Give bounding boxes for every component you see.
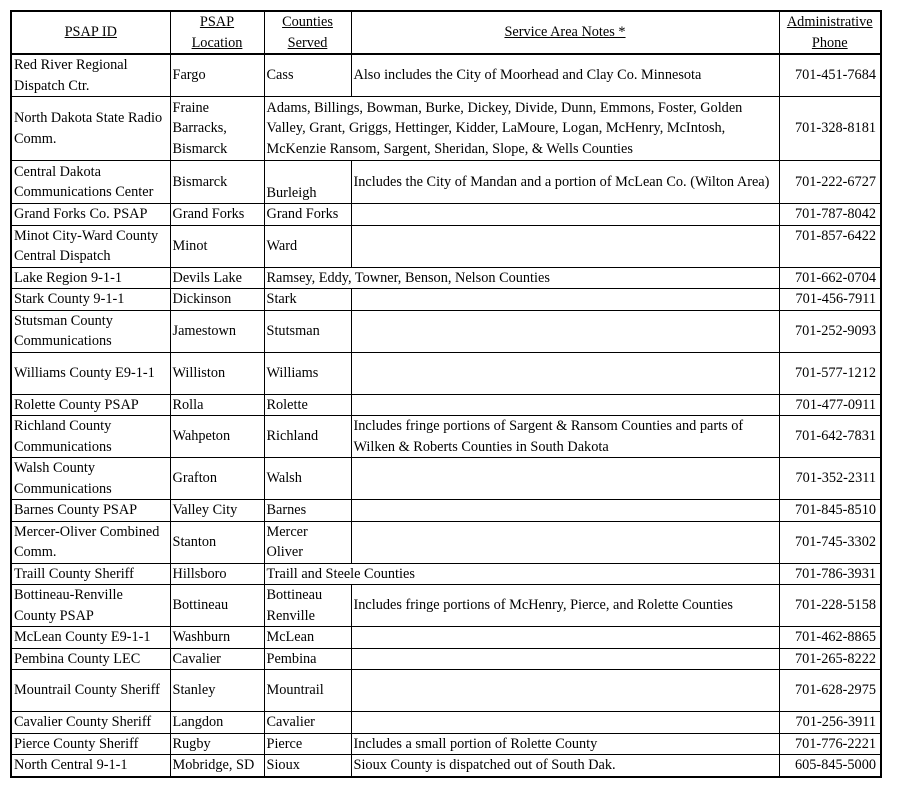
cell-psap-id: Stutsman County Communications <box>11 310 170 352</box>
table-row <box>11 204 881 226</box>
cell-counties: Pembina <box>264 648 351 670</box>
cell-location: Devils Lake <box>170 267 264 289</box>
cell-counties: Stutsman <box>264 310 351 352</box>
cell-location: Williston <box>170 352 264 394</box>
cell-phone: 701-477-0911 <box>779 394 881 416</box>
cell-psap-id: Barnes County PSAP <box>11 500 170 522</box>
cell-psap-id: Red River Regional Dispatch Ctr. <box>11 54 170 97</box>
header-psap-location: PSAP Location <box>170 11 264 54</box>
cell-counties: Bottineau Renville <box>264 585 351 627</box>
table-row <box>11 458 881 500</box>
table-row <box>11 521 881 563</box>
cell-psap-id: Mountrail County Sheriff <box>11 670 170 712</box>
header-service-area-notes: Service Area Notes * <box>351 11 779 54</box>
cell-notes <box>351 627 779 649</box>
cell-location: Valley City <box>170 500 264 522</box>
cell-psap-id: Rolette County PSAP <box>11 394 170 416</box>
cell-notes: Includes fringe portions of McHenry, Pierce, and Rolette Counties <box>351 585 779 627</box>
header-row <box>11 11 881 54</box>
cell-location: Langdon <box>170 712 264 734</box>
table-row <box>11 416 881 458</box>
cell-psap-id: Bottineau-Renville County PSAP <box>11 585 170 627</box>
cell-phone: 701-642-7831 <box>779 416 881 458</box>
cell-counties: Mercer Oliver <box>264 521 351 563</box>
cell-psap-id: Williams County E9-1-1 <box>11 352 170 394</box>
table-row <box>11 289 881 311</box>
cell-notes: Sioux County is dispatched out of South Dak. <box>351 755 779 777</box>
cell-notes <box>351 352 779 394</box>
cell-counties: Cavalier <box>264 712 351 734</box>
cell-phone: 701-745-3302 <box>779 521 881 563</box>
cell-notes <box>351 670 779 712</box>
cell-location: Bottineau <box>170 585 264 627</box>
cell-notes <box>351 500 779 522</box>
cell-psap-id: Cavalier County Sheriff <box>11 712 170 734</box>
cell-counties: Stark <box>264 289 351 311</box>
cell-notes <box>351 394 779 416</box>
cell-phone: 701-328-8181 <box>779 97 881 161</box>
header-psap-id: PSAP ID <box>11 11 170 54</box>
cell-location: Fraine Barracks, Bismarck <box>170 97 264 161</box>
cell-location: Washburn <box>170 627 264 649</box>
cell-location: Rolla <box>170 394 264 416</box>
cell-counties: Williams <box>264 352 351 394</box>
cell-psap-id: Grand Forks Co. PSAP <box>11 204 170 226</box>
cell-notes: Also includes the City of Moorhead and Clay Co. Minnesota <box>351 54 779 97</box>
cell-location: Stanley <box>170 670 264 712</box>
cell-counties: Sioux <box>264 755 351 777</box>
cell-location: Mobridge, SD <box>170 755 264 777</box>
cell-phone: 701-222-6727 <box>779 161 881 204</box>
cell-location: Fargo <box>170 54 264 97</box>
cell-location: Rugby <box>170 733 264 755</box>
cell-location: Hillsboro <box>170 563 264 585</box>
cell-location: Jamestown <box>170 310 264 352</box>
cell-location: Stanton <box>170 521 264 563</box>
cell-phone: 701-787-8042 <box>779 204 881 226</box>
table-row <box>11 394 881 416</box>
cell-location: Bismarck <box>170 161 264 204</box>
cell-phone: 701-451-7684 <box>779 54 881 97</box>
cell-location: Dickinson <box>170 289 264 311</box>
table-row <box>11 670 881 712</box>
table-row <box>11 500 881 522</box>
cell-phone: 701-628-2975 <box>779 670 881 712</box>
cell-psap-id: North Central 9-1-1 <box>11 755 170 777</box>
cell-counties: Pierce <box>264 733 351 755</box>
cell-notes: Includes fringe portions of Sargent & Ransom Counties and parts of Wilken & Roberts Counties in South Dakota <box>351 416 779 458</box>
cell-location: Grafton <box>170 458 264 500</box>
cell-psap-id: Minot City-Ward County Central Dispatch <box>11 225 170 267</box>
cell-phone: 701-252-9093 <box>779 310 881 352</box>
cell-phone: 701-228-5158 <box>779 585 881 627</box>
cell-phone: 701-456-7911 <box>779 289 881 311</box>
cell-counties: Richland <box>264 416 351 458</box>
cell-location: Minot <box>170 225 264 267</box>
cell-counties: Traill and Steele Counties <box>264 563 779 585</box>
cell-phone: 701-776-2221 <box>779 733 881 755</box>
cell-psap-id: Mercer-Oliver Combined Comm. <box>11 521 170 563</box>
cell-notes <box>351 712 779 734</box>
cell-psap-id: Stark County 9-1-1 <box>11 289 170 311</box>
table-row <box>11 712 881 734</box>
cell-phone: 701-786-3931 <box>779 563 881 585</box>
cell-counties: Rolette <box>264 394 351 416</box>
cell-notes <box>351 458 779 500</box>
table-row <box>11 97 881 161</box>
cell-psap-id: North Dakota State Radio Comm. <box>11 97 170 161</box>
header-administrative-phone: Administrative Phone <box>779 11 881 54</box>
cell-psap-id: Walsh County Communications <box>11 458 170 500</box>
cell-notes <box>351 310 779 352</box>
cell-phone: 701-857-6422 <box>779 225 881 267</box>
cell-phone: 701-265-8222 <box>779 648 881 670</box>
cell-counties: Adams, Billings, Bowman, Burke, Dickey, Divide, Dunn, Emmons, Foster, Golden Valley, Grant, Griggs, Hettinger, Kidder, LaMoure, Logan, McHenry, McIntosh, McKenzie Ransom, Sargent, Sheridan, Slope, & Wells Counties <box>264 97 779 161</box>
cell-phone: 701-462-8865 <box>779 627 881 649</box>
psap-table <box>10 10 882 778</box>
psap-sheet <box>10 10 882 778</box>
cell-phone: 701-256-3911 <box>779 712 881 734</box>
cell-psap-id: Pierce County Sheriff <box>11 733 170 755</box>
cell-counties: Burleigh <box>264 161 351 204</box>
table-row <box>11 627 881 649</box>
table-row <box>11 161 881 204</box>
cell-notes <box>351 648 779 670</box>
cell-location: Cavalier <box>170 648 264 670</box>
cell-location: Wahpeton <box>170 416 264 458</box>
cell-notes: Includes a small portion of Rolette County <box>351 733 779 755</box>
cell-psap-id: McLean County E9-1-1 <box>11 627 170 649</box>
cell-counties: Grand Forks <box>264 204 351 226</box>
cell-location: Grand Forks <box>170 204 264 226</box>
table-row <box>11 755 881 777</box>
cell-phone: 701-577-1212 <box>779 352 881 394</box>
cell-phone: 605-845-5000 <box>779 755 881 777</box>
table-row <box>11 225 881 267</box>
header-counties-served: Counties Served <box>264 11 351 54</box>
cell-counties: Mountrail <box>264 670 351 712</box>
cell-psap-id: Lake Region 9-1-1 <box>11 267 170 289</box>
cell-counties: Cass <box>264 54 351 97</box>
cell-counties: Ward <box>264 225 351 267</box>
cell-phone: 701-845-8510 <box>779 500 881 522</box>
cell-phone: 701-352-2311 <box>779 458 881 500</box>
cell-psap-id: Traill County Sheriff <box>11 563 170 585</box>
table-row <box>11 54 881 97</box>
table-row <box>11 648 881 670</box>
cell-notes <box>351 521 779 563</box>
cell-psap-id: Central Dakota Communications Center <box>11 161 170 204</box>
cell-counties: Walsh <box>264 458 351 500</box>
cell-psap-id: Richland County Communications <box>11 416 170 458</box>
table-row <box>11 352 881 394</box>
cell-notes <box>351 204 779 226</box>
cell-counties: Ramsey, Eddy, Towner, Benson, Nelson Counties <box>264 267 779 289</box>
cell-psap-id: Pembina County LEC <box>11 648 170 670</box>
table-row <box>11 585 881 627</box>
cell-counties: Barnes <box>264 500 351 522</box>
cell-phone: 701-662-0704 <box>779 267 881 289</box>
table-row <box>11 733 881 755</box>
cell-notes <box>351 225 779 267</box>
table-row <box>11 563 881 585</box>
cell-counties: McLean <box>264 627 351 649</box>
table-row <box>11 267 881 289</box>
cell-notes <box>351 289 779 311</box>
table-row <box>11 310 881 352</box>
cell-notes: Includes the City of Mandan and a portion of McLean Co. (Wilton Area) <box>351 161 779 204</box>
